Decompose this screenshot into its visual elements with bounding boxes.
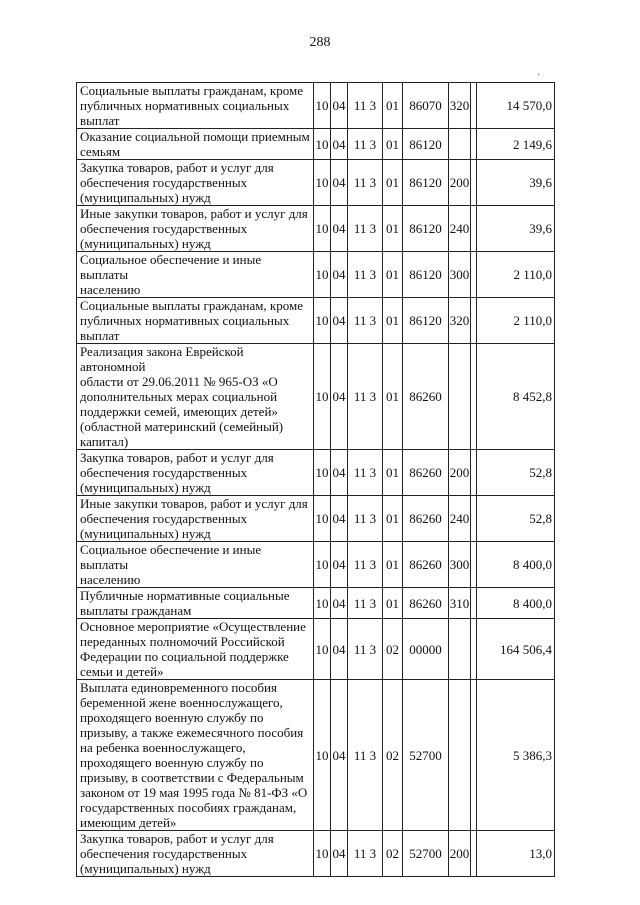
table-row	[77, 252, 555, 298]
section-code: 10	[314, 160, 331, 206]
section-code: 10	[314, 344, 331, 450]
item-code: 86070	[403, 83, 449, 129]
amount-value: 52,8	[477, 450, 555, 496]
description-line: (муниципальных) нужд	[80, 861, 211, 876]
description-line: Закупка товаров, работ и услуг для	[80, 831, 274, 846]
description-line: Социальное обеспечение и иные выплаты	[80, 252, 262, 282]
program-code: 11 3	[348, 206, 383, 252]
amount-value: 8 400,0	[477, 588, 555, 619]
description-line: капитал)	[80, 434, 129, 449]
subprogram-code: 01	[383, 206, 403, 252]
description-line: Иные закупки товаров, работ и услуг для	[80, 206, 308, 221]
expense-type-code: 240	[449, 496, 471, 542]
table-row	[77, 619, 555, 680]
expense-type-code	[449, 680, 471, 831]
description-line: Основное мероприятие «Осуществление	[80, 619, 306, 634]
description-line: призыву, в соответствии с Федеральным	[80, 770, 304, 785]
description-line: Социальные выплаты гражданам, кроме	[80, 83, 303, 98]
subsection-code: 04	[331, 450, 348, 496]
description-line: поддержки семей, имеющих детей»	[80, 404, 278, 419]
amount-value: 39,6	[477, 160, 555, 206]
subprogram-code: 01	[383, 298, 403, 344]
table-row	[77, 129, 555, 160]
description-line: законом от 19 мая 1995 года № 81-ФЗ «О	[80, 785, 308, 800]
description-line: области от 29.06.2011 № 965-ОЗ «О	[80, 374, 278, 389]
item-code: 00000	[403, 619, 449, 680]
table-row	[77, 496, 555, 542]
expense-type-code: 200	[449, 831, 471, 877]
description-line: публичных нормативных социальных	[80, 313, 290, 328]
section-code: 10	[314, 680, 331, 831]
subprogram-code: 02	[383, 619, 403, 680]
amount-value: 5 386,3	[477, 680, 555, 831]
description-line: обеспечения государственных	[80, 175, 248, 190]
section-code: 10	[314, 450, 331, 496]
description-line: (муниципальных) нужд	[80, 236, 211, 251]
item-code: 86260	[403, 542, 449, 588]
program-code: 11 3	[348, 588, 383, 619]
row-description	[77, 298, 314, 344]
amount-value: 8 452,8	[477, 344, 555, 450]
expense-type-code	[449, 129, 471, 160]
subsection-code: 04	[331, 344, 348, 450]
subsection-code: 04	[331, 252, 348, 298]
description-line: Реализация закона Еврейской автономной	[80, 344, 244, 374]
table-row	[77, 298, 555, 344]
section-code: 10	[314, 83, 331, 129]
table-row	[77, 206, 555, 252]
description-line: Социальные выплаты гражданам, кроме	[80, 298, 303, 313]
amount-value: 39,6	[477, 206, 555, 252]
expense-type-code: 300	[449, 252, 471, 298]
description-line: (муниципальных) нужд	[80, 526, 211, 541]
subprogram-code: 01	[383, 160, 403, 206]
row-description	[77, 450, 314, 496]
table-row	[77, 160, 555, 206]
budget-table	[76, 82, 555, 877]
amount-value: 14 570,0	[477, 83, 555, 129]
expense-type-code: 310	[449, 588, 471, 619]
subsection-code: 04	[331, 160, 348, 206]
row-description	[77, 542, 314, 588]
program-code: 11 3	[348, 619, 383, 680]
subprogram-code: 01	[383, 252, 403, 298]
description-line: Публичные нормативные социальные	[80, 588, 290, 603]
row-description	[77, 83, 314, 129]
description-line: на ребенка военнослужащего,	[80, 740, 246, 755]
expense-type-code	[449, 344, 471, 450]
row-description	[77, 129, 314, 160]
section-code: 10	[314, 129, 331, 160]
expense-type-code: 200	[449, 450, 471, 496]
subsection-code: 04	[331, 129, 348, 160]
subprogram-code: 02	[383, 680, 403, 831]
subprogram-code: 01	[383, 542, 403, 588]
row-description	[77, 831, 314, 877]
program-code: 11 3	[348, 83, 383, 129]
section-code: 10	[314, 252, 331, 298]
program-code: 11 3	[348, 542, 383, 588]
subsection-code: 04	[331, 588, 348, 619]
description-line: населению	[80, 572, 141, 587]
program-code: 11 3	[348, 252, 383, 298]
program-code: 11 3	[348, 298, 383, 344]
description-line: Оказание социальной помощи приемным	[80, 129, 310, 144]
subsection-code: 04	[331, 831, 348, 877]
item-code: 86260	[403, 496, 449, 542]
table-row	[77, 831, 555, 877]
subprogram-code: 02	[383, 831, 403, 877]
program-code: 11 3	[348, 450, 383, 496]
program-code: 11 3	[348, 680, 383, 831]
item-code: 86120	[403, 252, 449, 298]
description-line: обеспечения государственных	[80, 221, 248, 236]
program-code: 11 3	[348, 160, 383, 206]
subprogram-code: 01	[383, 83, 403, 129]
row-description	[77, 344, 314, 450]
row-description	[77, 619, 314, 680]
program-code: 11 3	[348, 344, 383, 450]
item-code: 52700	[403, 831, 449, 877]
item-code: 86120	[403, 129, 449, 160]
description-line: призыву, а также ежемесячного пособия	[80, 725, 304, 740]
expense-type-code: 240	[449, 206, 471, 252]
expense-type-code: 320	[449, 83, 471, 129]
description-line: государственных пособиях гражданам,	[80, 800, 297, 815]
item-code: 86120	[403, 206, 449, 252]
subsection-code: 04	[331, 496, 348, 542]
table-row	[77, 588, 555, 619]
subsection-code: 04	[331, 206, 348, 252]
expense-type-code: 320	[449, 298, 471, 344]
description-line: обеспечения государственных	[80, 511, 248, 526]
subprogram-code: 01	[383, 450, 403, 496]
amount-value: 164 506,4	[477, 619, 555, 680]
table-row	[77, 83, 555, 129]
description-line: публичных нормативных социальных	[80, 98, 290, 113]
section-code: 10	[314, 206, 331, 252]
item-code: 52700	[403, 680, 449, 831]
subsection-code: 04	[331, 680, 348, 831]
item-code: 86120	[403, 160, 449, 206]
subprogram-code: 01	[383, 129, 403, 160]
program-code: 11 3	[348, 129, 383, 160]
subprogram-code: 01	[383, 588, 403, 619]
table-row	[77, 542, 555, 588]
section-code: 10	[314, 542, 331, 588]
description-line: Выплата единовременного пособия	[80, 680, 277, 695]
row-description	[77, 496, 314, 542]
table-row	[77, 450, 555, 496]
amount-value: 8 400,0	[477, 542, 555, 588]
description-line: семьям	[80, 144, 121, 159]
description-line: населению	[80, 282, 141, 297]
scan-speck: ·	[537, 70, 541, 81]
section-code: 10	[314, 496, 331, 542]
description-line: семьи и детей»	[80, 664, 164, 679]
description-line: имеющим детей»	[80, 815, 177, 830]
section-code: 10	[314, 831, 331, 877]
item-code: 86260	[403, 450, 449, 496]
amount-value: 2 149,6	[477, 129, 555, 160]
expense-type-code: 300	[449, 542, 471, 588]
row-description	[77, 160, 314, 206]
subprogram-code: 01	[383, 344, 403, 450]
section-code: 10	[314, 298, 331, 344]
page-number: 288	[309, 35, 331, 50]
description-line: переданных полномочий Российской	[80, 634, 285, 649]
description-line: проходящего военную службу по	[80, 710, 264, 725]
program-code: 11 3	[348, 496, 383, 542]
row-description	[77, 206, 314, 252]
subsection-code: 04	[331, 83, 348, 129]
description-line: Закупка товаров, работ и услуг для	[80, 160, 274, 175]
description-line: Иные закупки товаров, работ и услуг для	[80, 496, 308, 511]
description-line: выплаты гражданам	[80, 603, 192, 618]
item-code: 86260	[403, 344, 449, 450]
expense-type-code: 200	[449, 160, 471, 206]
row-description	[77, 680, 314, 831]
description-line: выплат	[80, 113, 120, 128]
description-line: (муниципальных) нужд	[80, 480, 211, 495]
section-code: 10	[314, 588, 331, 619]
description-line: (областной материнский (семейный)	[80, 419, 284, 434]
amount-value: 2 110,0	[477, 252, 555, 298]
description-line: проходящего военную службу по	[80, 755, 264, 770]
subsection-code: 04	[331, 619, 348, 680]
section-code: 10	[314, 619, 331, 680]
program-code: 11 3	[348, 831, 383, 877]
amount-value: 13,0	[477, 831, 555, 877]
table-body	[77, 83, 555, 877]
item-code: 86260	[403, 588, 449, 619]
description-line: беременной жене военнослужащего,	[80, 695, 283, 710]
description-line: (муниципальных) нужд	[80, 190, 211, 205]
table-row	[77, 680, 555, 831]
description-line: дополнительных мерах социальной	[80, 389, 278, 404]
expense-type-code	[449, 619, 471, 680]
description-line: Закупка товаров, работ и услуг для	[80, 450, 274, 465]
subsection-code: 04	[331, 542, 348, 588]
item-code: 86120	[403, 298, 449, 344]
subprogram-code: 01	[383, 496, 403, 542]
description-line: обеспечения государственных	[80, 465, 248, 480]
description-line: Федерации по социальной поддержке	[80, 649, 289, 664]
row-description	[77, 588, 314, 619]
table-row	[77, 344, 555, 450]
amount-value: 52,8	[477, 496, 555, 542]
description-line: обеспечения государственных	[80, 846, 248, 861]
description-line: выплат	[80, 328, 120, 343]
description-line: Социальное обеспечение и иные выплаты	[80, 542, 262, 572]
subsection-code: 04	[331, 298, 348, 344]
amount-value: 2 110,0	[477, 298, 555, 344]
row-description	[77, 252, 314, 298]
